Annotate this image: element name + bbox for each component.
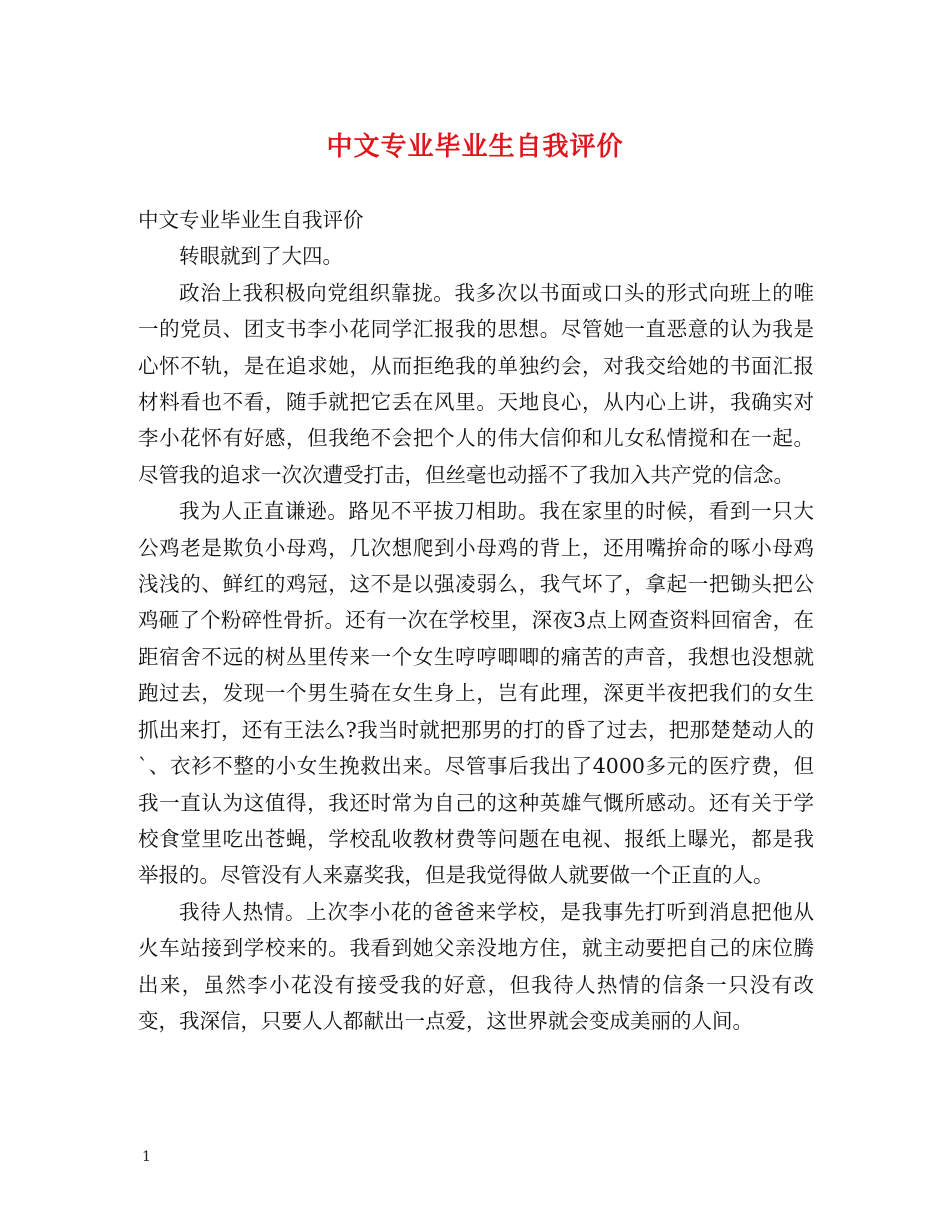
document-title: 中文专业毕业生自我评价 [326,132,624,162]
paragraph: 我为人正直谦逊。路见不平拔刀相助。我在家里的时候，看到一只大公鸡老是欺负小母鸡，几次想爬到小母鸡的背上，还用嘴拚命的啄小母鸡浅浅的、鲜红的鸡冠，这不是以强凌弱么，我气坏了，拿起一把锄头把公鸡砸了个粉碎性骨折。还有一次在学校里，深夜3点上网查资料回宿舍，在距宿舍不远的树丛里传来一个女生哼哼唧唧的痛苦的声音，我想也没想就跑过去，发现一个男生骑在女生身上，岂有此理，深更半夜把我们的女生抓出来打，还有王法么?我当时就把那男的打的昏了过去，把那楚楚动人的`、衣衫不整的小女生挽救出来。尽管事后我出了4000多元的医疗费，但我一直认为这值得，我还时常为自己的这种英雄气慨所感动。还有关于学校食堂里吃出苍蝇，学校乱收教材费等问题在电视、报纸上曝光，都是我举报的。尽管没有人来嘉奖我，但是我觉得做人就要做一个正直的人。 [138,499,814,888]
paragraph: 我待人热情。上次李小花的爸爸来学校，是我事先打听到消息把他从火车站接到学校来的。我看到她父亲没地方住，就主动要把自己的床位腾出来，虽然李小花没有接受我的好意，但我待人热情的信条一只没有改变，我深信，只要人人都献出一点爱，这世界就会变成美丽的人间。 [138,899,814,1033]
paragraph-heading: 中文专业毕业生自我评价 [138,208,364,232]
paragraph: 政治上我积极向党组织靠拢。我多次以书面或口头的形式向班上的唯一的党员、团支书李小花同学汇报我的思想。尽管她一直恶意的认为我是心怀不轨，是在追求她，从而拒绝我的单独约会，对我交给她的书面汇报材料看也不看，随手就把它丢在风里。天地良心，从内心上讲，我确实对李小花怀有好感，但我绝不会把个人的伟大信仰和儿女私情搅和在一起。尽管我的追求一次次遭受打击，但丝毫也动摇不了我加入共产党的信念。 [138,280,814,487]
page-number: 1 [142,1149,151,1165]
paragraph: 转眼就到了大四。 [179,244,343,269]
document-body [138,202,814,1039]
